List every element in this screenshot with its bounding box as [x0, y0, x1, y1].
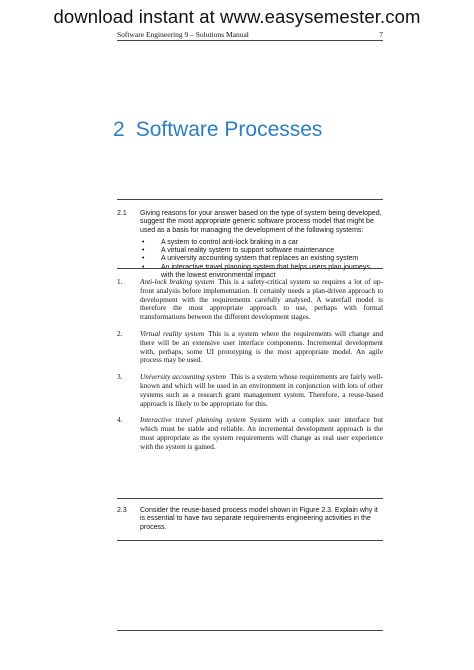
question-2-1 [117, 210, 383, 280]
answer-body: This is a safety-critical system so requires a lot of up-front analysis before implementation. It certainly needs a plan-driven approach to development with the requirements carefully analysed. A waterfall model is therefore the most appropriate approach to use, perhaps with formal transformations between the different development stages. [140, 277, 383, 322]
question-bullet-list [140, 239, 383, 280]
divider-rule [117, 199, 383, 200]
list-item: • A university accounting system that replaces an existing system [140, 255, 383, 263]
answer-body: This is a system whose requirements are fairly well-known and which will be used in an environment in conjunction with lots of other systems such as a research grant management system. Therefore, a reuse-based approach is likely to be appropriate for this. [140, 372, 383, 408]
divider-rule [117, 498, 383, 499]
answer-title: Virtual reality system [140, 328, 205, 338]
download-banner: download instant at www.easysemester.com [53, 6, 421, 27]
question-text: Giving reasons for your answer based on the type of system being developed, suggest the most appropriate generic software process model that might be used as a basis for managing the development of the following systems: [140, 210, 382, 234]
list-item: • An interactive travel planning system that helps users plan journeys with the lowest environmental impact [140, 264, 383, 281]
chapter-number: 2 [113, 118, 125, 141]
divider-rule [117, 540, 383, 541]
answer-item [117, 278, 383, 322]
answer-title: Anti-lock braking system [140, 277, 215, 286]
list-item: • A system to control anti-lock braking in a car [140, 239, 383, 247]
answer-body: System with a complex user interface but which must be stable and reliable. An incremental development approach is the most appropriate as the system requirements will change as real user experience with the system is gained. [140, 415, 383, 451]
running-header-title: Software Engineering 9 – Solutions Manual [117, 30, 249, 39]
answer-item [117, 373, 383, 408]
answer-item [117, 416, 383, 451]
answer-title: Interactive travel planning system [140, 415, 246, 425]
divider-rule [117, 630, 383, 631]
answer-number: 4. [117, 415, 123, 425]
chapter-heading [113, 118, 322, 142]
question-2-3 [117, 507, 383, 532]
answer-number: 3. [117, 372, 123, 382]
answer-number: 1. [117, 277, 123, 286]
question-number: 2.3 [117, 507, 127, 514]
answer-number: 2. [117, 328, 123, 338]
answer-title: University accounting system [140, 372, 227, 382]
answer-item [117, 330, 383, 365]
running-header [117, 30, 383, 41]
question-number: 2.1 [117, 210, 127, 217]
list-item: • A virtual reality system to support software maintenance [140, 247, 383, 255]
question-text: Consider the reuse-based process model shown in Figure 2.3. Explain why it is essential to have two separate requirements engineering activities in the process. [140, 507, 378, 531]
answer-list [117, 278, 383, 460]
page-number: 7 [379, 30, 383, 39]
divider-rule [117, 268, 383, 269]
answer-body: This is a system where the requirements will change and there will be an extensive user interface components. Incremental development with, perhaps, some UI prototyping is the most appropriate model. An agile process may be used. [140, 328, 383, 365]
chapter-title: Software Processes [135, 118, 323, 141]
